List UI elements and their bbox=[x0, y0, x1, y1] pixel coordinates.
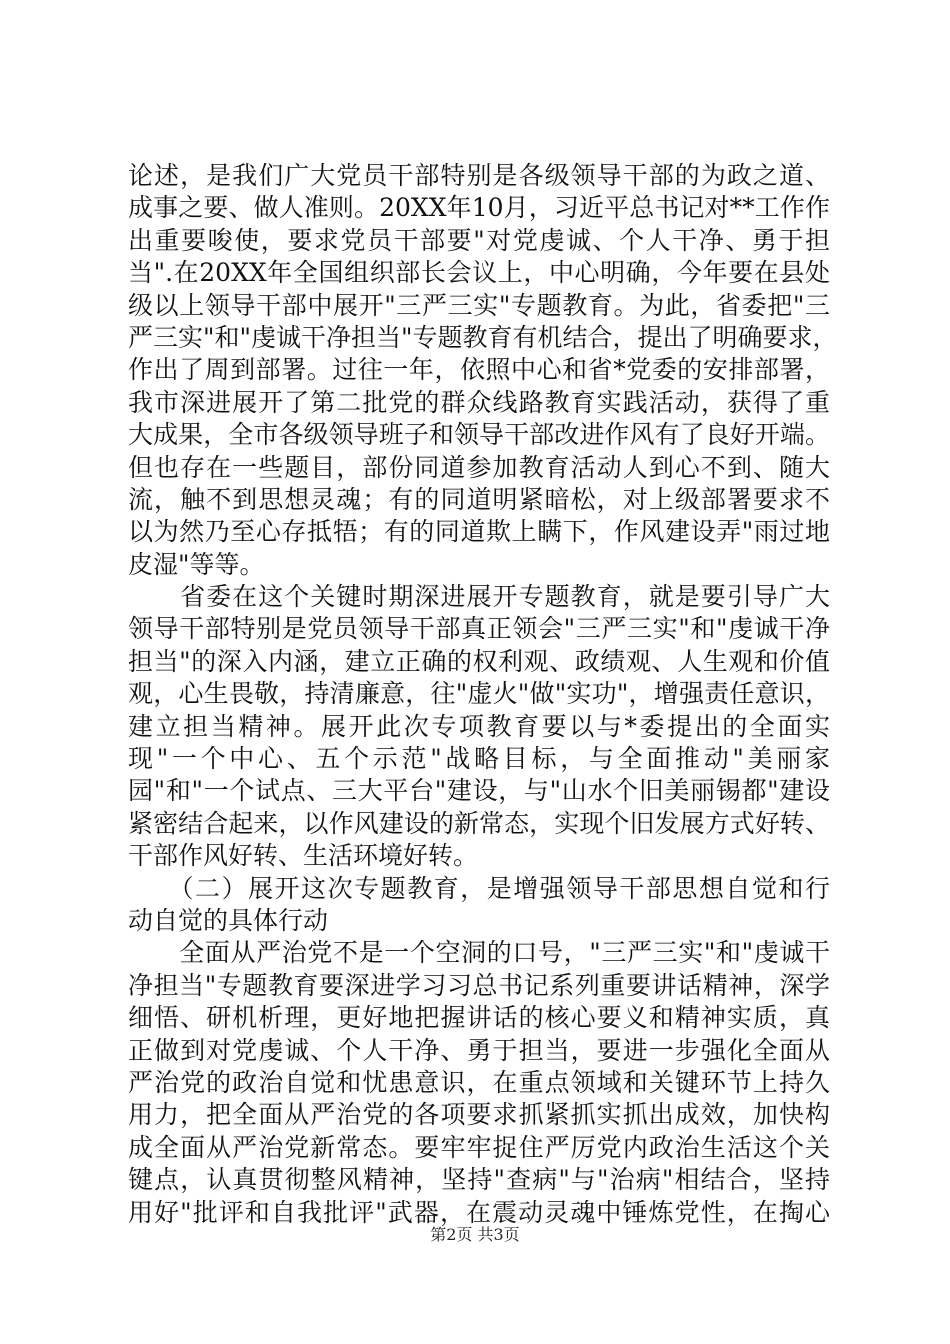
text-line: 大成果，全市各级领导班子和领导干部改进作风有了良好开端。 bbox=[128, 420, 830, 450]
text-line: 用力，把全面从严治党的各项要求抓紧抓实抓出成效，加快构 bbox=[128, 1100, 830, 1130]
text-line: 省委在这个关键时期深进展开专题教育，就是要引导广大 bbox=[128, 582, 830, 612]
text-line: 细悟、研机析理，更好地把握讲话的核心要义和精神实质，真 bbox=[128, 1003, 830, 1033]
text-line: 出重要唆使，要求党员干部要"对党虔诚、个人干净、勇于担 bbox=[128, 225, 830, 255]
page-number: 第2页 共3页 bbox=[430, 1225, 520, 1244]
text-line: 严治党的政治自觉和忧患意识，在重点领域和关键环节上持久 bbox=[128, 1067, 830, 1097]
text-line: 领导干部特别是党员领导干部真正领会"三严三实"和"虔诚干净 bbox=[128, 614, 830, 644]
section-heading-line: （二）展开这次专题教育，是增强领导干部思想自觉和行 bbox=[128, 873, 830, 903]
text-line: 成事之要、做人准则。20XX年10月，习近平总书记对**工作作 bbox=[128, 193, 830, 223]
text-line: 成全面从严治党新常态。要牢牢捉住严厉党内政治生活这个关 bbox=[128, 1132, 830, 1162]
text-line: 级以上领导干部中展开"三严三实"专题教育。为此，省委把"三 bbox=[128, 290, 830, 320]
text-line: 净担当"专题教育要深进学习习总书记系列重要讲话精神，深学 bbox=[128, 970, 830, 1000]
document-body bbox=[128, 160, 838, 1229]
text-line: 当".在20XX年全国组织部长会议上，中心明确，今年要在县处 bbox=[128, 258, 830, 288]
text-line: 园"和"一个试点、三大平台"建设，与"山水个旧美丽锡都"建设 bbox=[128, 776, 830, 806]
text-line: 键点，认真贯彻整风精神，坚持"查病"与"治病"相结合，坚持 bbox=[128, 1165, 830, 1195]
text-line: 观，心生畏敬，持清廉意，往"虚火"做"实功"，增强责任意识， bbox=[128, 679, 830, 709]
text-line: 我市深进展开了第二批党的群众线路教育实践活动，获得了重 bbox=[128, 387, 830, 417]
text-line: 干部作风好转、生活环境好转。 bbox=[128, 841, 479, 871]
text-line: 论述，是我们广大党员干部特别是各级领导干部的为政之道、 bbox=[128, 161, 830, 190]
text-line: 全面从严治党不是一个空洞的口号，"三严三实"和"虔诚干 bbox=[128, 938, 830, 968]
text-line: 但也存在一些题目，部份同道参加教育活动人到心不到、随大 bbox=[128, 452, 830, 482]
text-line: 现"一个中心、五个示范"战略目标，与全面推动"美丽家 bbox=[128, 744, 830, 774]
text-line: 严三实"和"虔诚干净担当"专题教育有机结合，提出了明确要求， bbox=[128, 322, 838, 352]
text-line: 担当"的深入内涵，建立正确的权利观、政绩观、人生观和价值 bbox=[128, 646, 830, 676]
text-line: 以为然乃至心存抵牾；有的同道欺上瞒下，作风建设弄"雨过地 bbox=[128, 517, 830, 547]
text-line: 流，触不到思想灵魂；有的同道明紧暗松，对上级部署要求不 bbox=[128, 484, 830, 514]
text-line: 建立担当精神。展开此次专项教育要以与*委提出的全面实 bbox=[128, 711, 830, 741]
text-line: 用好"批评和自我批评"武器，在震动灵魂中锤炼党性，在掏心 bbox=[128, 1197, 830, 1227]
section-heading-line: 动自觉的具体行动 bbox=[128, 905, 329, 935]
text-line: 紧密结合起来，以作风建设的新常态，实现个旧发展方式好转、 bbox=[128, 808, 830, 838]
text-line: 皮湿"等等。 bbox=[128, 549, 265, 579]
text-line: 作出了周到部署。过往一年，依照中心和省*党委的安排部署， bbox=[128, 355, 830, 385]
text-line: 正做到对党虔诚、个人干净、勇于担当，要进一步强化全面从 bbox=[128, 1035, 830, 1065]
